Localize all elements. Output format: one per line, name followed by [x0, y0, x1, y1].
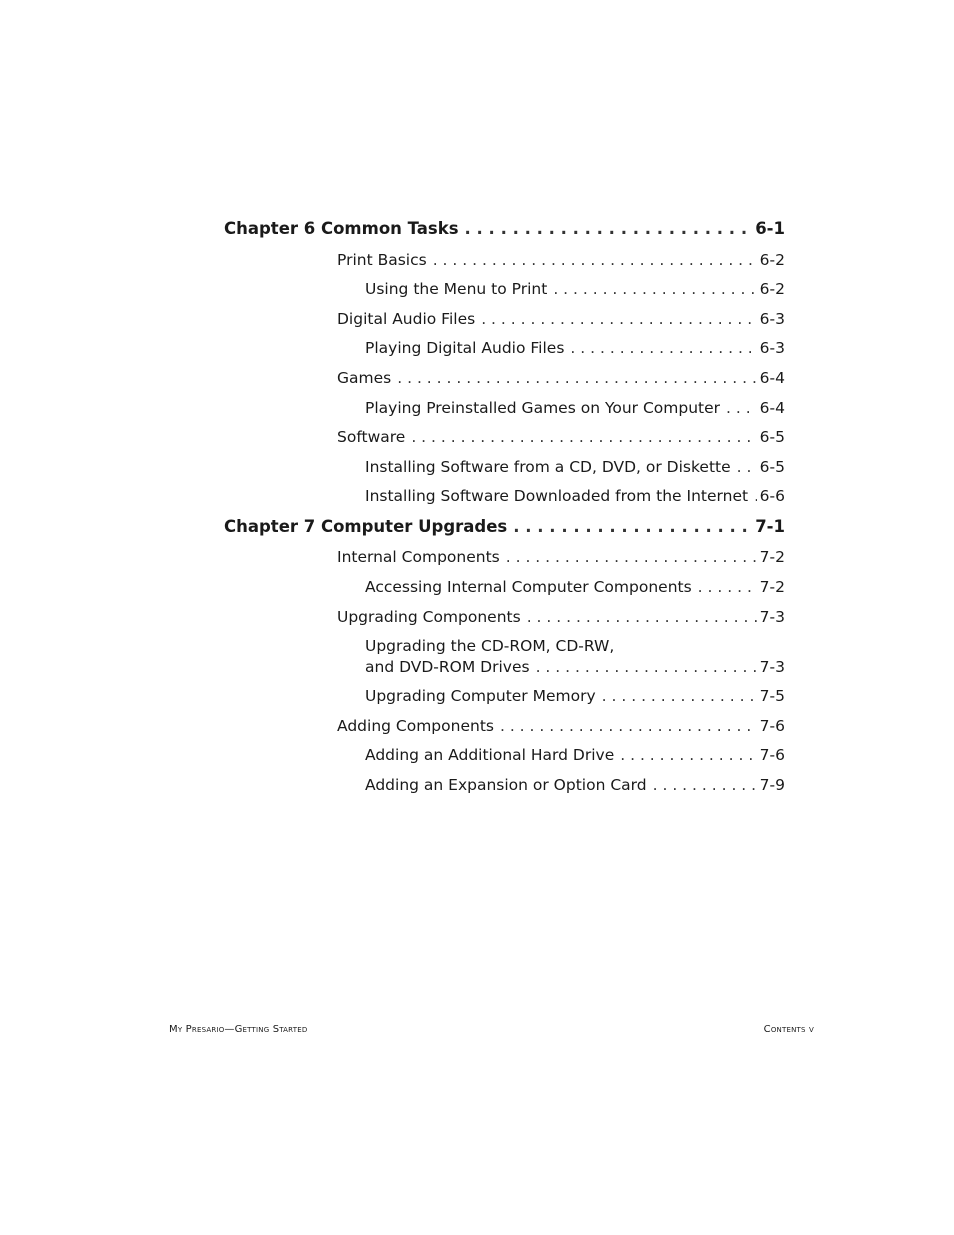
footer-book-title: My Presario—Getting Started [169, 1024, 308, 1035]
toc-entry[interactable] [365, 687, 785, 705]
toc-entry-title: Adding Components [337, 717, 494, 735]
toc-dot-leader [536, 658, 757, 676]
toc-entry[interactable] [365, 746, 785, 764]
toc-entry-title: Playing Preinstalled Games on Your Computer [365, 399, 721, 417]
toc-dot-leader [433, 251, 757, 269]
toc-entry-title: Chapter 6 Common Tasks [224, 219, 459, 238]
toc-entry-page: 7-3 [759, 608, 785, 626]
toc-entry[interactable] [365, 458, 785, 476]
toc-entry[interactable] [337, 548, 785, 566]
toc-entry[interactable] [365, 339, 785, 357]
toc-entry-page: 6-5 [759, 458, 785, 476]
toc-dot-leader [465, 219, 753, 238]
toc-entry-page: 7-3 [759, 658, 785, 676]
toc-dot-leader [553, 280, 756, 298]
toc-entry[interactable] [337, 369, 785, 387]
toc-entry[interactable] [365, 487, 785, 505]
toc-dot-leader [698, 578, 757, 596]
toc-entry[interactable] [337, 608, 785, 626]
toc-entry-title: Using the Menu to Print [365, 280, 548, 298]
toc-entry-title: Accessing Internal Computer Components [365, 578, 692, 596]
toc-entry[interactable] [337, 310, 785, 328]
toc-dot-leader [481, 310, 756, 328]
toc-dot-leader [500, 717, 757, 735]
toc-entry-page: 6-2 [759, 251, 785, 269]
toc-dot-leader [513, 517, 752, 536]
toc-chapter-7[interactable] [224, 517, 785, 536]
toc-entry-title: Upgrading Computer Memory [365, 687, 596, 705]
toc-dot-leader [397, 369, 756, 387]
toc-entry-page: 7-6 [759, 717, 785, 735]
toc-entry-page: 6-2 [759, 280, 785, 298]
toc-entry-title: Software [337, 428, 406, 446]
toc-dot-leader [653, 776, 757, 794]
toc-entry-title: Adding an Additional Hard Drive [365, 746, 615, 764]
toc-entry[interactable] [365, 776, 785, 794]
toc-entry-page: 6-1 [755, 219, 785, 238]
toc-dot-leader [570, 339, 756, 357]
toc-entry-page: 7-2 [759, 578, 785, 596]
toc-entry[interactable] [337, 428, 785, 446]
toc-entry[interactable] [365, 578, 785, 596]
toc-entry[interactable] [365, 658, 785, 676]
toc-entry[interactable] [365, 399, 785, 417]
toc-entry-title: Print Basics [337, 251, 427, 269]
toc-entry-page: 6-3 [759, 339, 785, 357]
toc-dot-leader [726, 399, 757, 417]
toc-entry-title: Adding an Expansion or Option Card [365, 776, 647, 794]
toc-dot-leader [620, 746, 756, 764]
toc-entry-page: 7-9 [759, 776, 785, 794]
toc-entry-page: 6-4 [759, 369, 785, 387]
toc-entry[interactable] [337, 251, 785, 269]
footer-section-page: Contents v [763, 1024, 814, 1035]
toc-entry-title-line1[interactable]: Upgrading the CD-ROM, CD-RW, [365, 637, 615, 655]
toc-entry-page: 7-1 [755, 517, 785, 536]
toc-entry-page: 7-2 [759, 548, 785, 566]
toc-entry-title: Upgrading Components [337, 608, 521, 626]
toc-entry-page: 6-3 [759, 310, 785, 328]
toc-entry-page: 6-4 [759, 399, 785, 417]
toc-chapter-6[interactable] [224, 219, 785, 238]
toc-dot-leader [506, 548, 757, 566]
toc-entry-page: 6-5 [759, 428, 785, 446]
toc-entry-title: Digital Audio Files [337, 310, 476, 328]
toc-entry-page: 7-5 [759, 687, 785, 705]
toc-entry[interactable] [337, 717, 785, 735]
toc-entry-title: and DVD-ROM Drives [365, 658, 530, 676]
toc-entry-page: 6-6 [759, 487, 785, 505]
toc-entry[interactable] [365, 280, 785, 298]
toc-entry-title: Playing Digital Audio Files [365, 339, 565, 357]
toc-entry-title: Games [337, 369, 392, 387]
toc-entry-title: Internal Components [337, 548, 500, 566]
toc-dot-leader [527, 608, 757, 626]
toc-entry-title: Installing Software Downloaded from the Internet [365, 487, 749, 505]
toc-dot-leader [737, 458, 757, 476]
toc-dot-leader [411, 428, 756, 446]
toc-entry-page: 7-6 [759, 746, 785, 764]
toc-dot-leader [602, 687, 757, 705]
toc-entry-title: Installing Software from a CD, DVD, or Diskette [365, 458, 731, 476]
toc-entry-title: Chapter 7 Computer Upgrades [224, 517, 508, 536]
